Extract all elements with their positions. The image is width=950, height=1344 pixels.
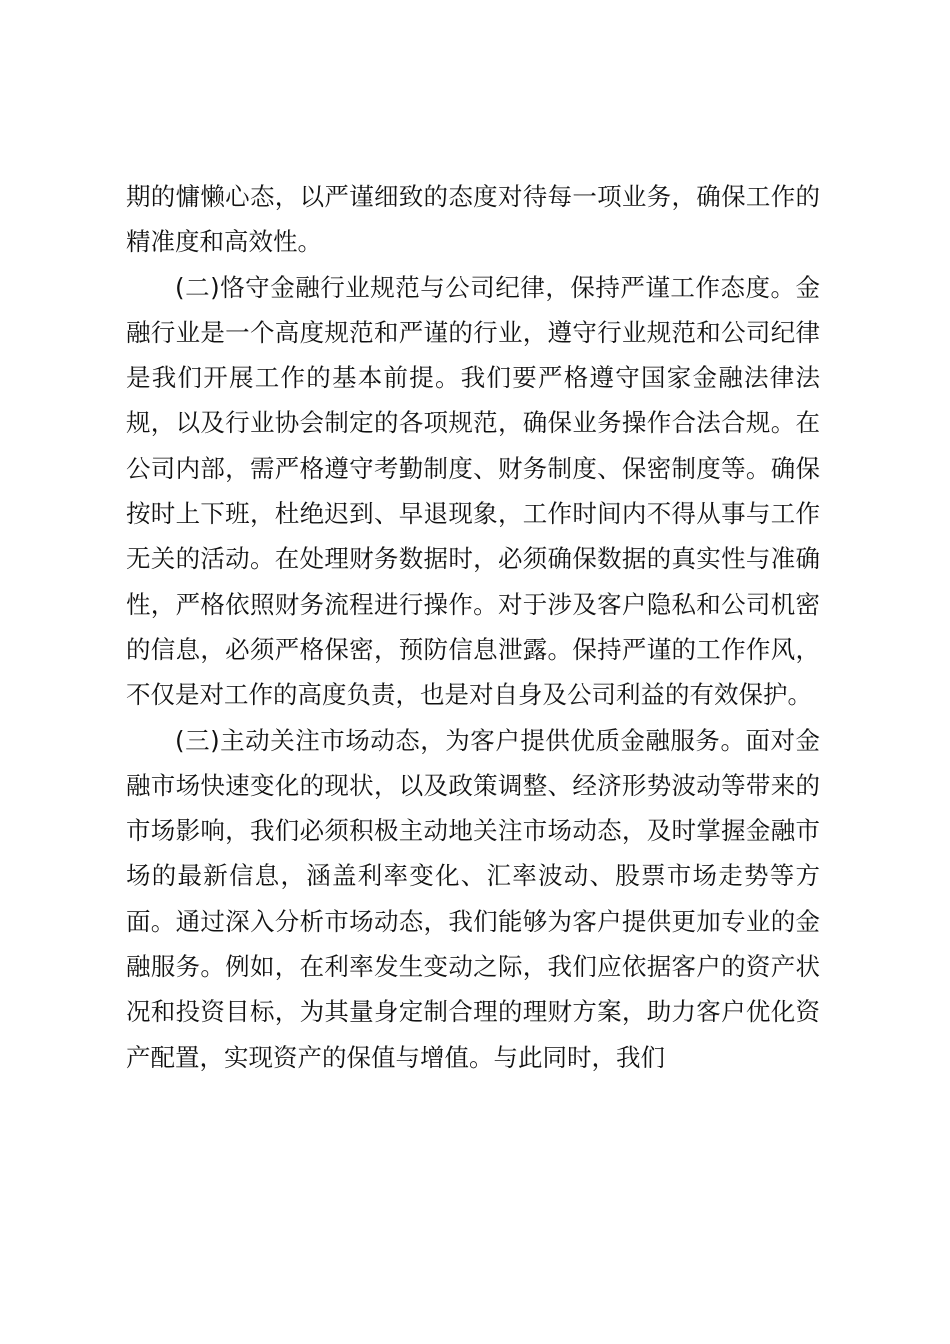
document-body <box>126 174 820 1080</box>
paragraph-section-2: (二)恪守金融行业规范与公司纪律，保持严谨工作态度。金融行业是一个高度规范和严谨的行业，遵守行业规范和公司纪律是我们开展工作的基本前提。我们要严格遵守国家金融法律法规，以及行业协会制定的各项规范，确保业务操作合法合规。在公司内部，需严格遵守考勤制度、财务制度、保密制度等。确保按时上下班，杜绝迟到、早退现象，工作时间内不得从事与工作无关的活动。在处理财务数据时，必须确保数据的真实性与准确性，严格依照财务流程进行操作。对于涉及客户隐私和公司机密的信息，必须严格保密，预防信息泄露。保持严谨的工作作风，不仅是对工作的高度负责，也是对自身及公司利益的有效保护。 <box>126 272 820 710</box>
paragraph-continuation: 期的慵懒心态，以严谨细致的态度对待每一项业务，确保工作的精准度和高效性。 <box>126 182 820 257</box>
paragraph-section-3: (三)主动关注市场动态，为客户提供优质金融服务。面对金融市场快速变化的现状，以及政策调整、经济形势波动等带来的市场影响，我们必须积极主动地关注市场动态，及时掌握金融市场的最新信息，涵盖利率变化、汇率波动、股票市场走势等方面。通过深入分析市场动态，我们能够为客户提供更加专业的金融服务。例如，在利率发生变动之际，我们应依据客户的资产状况和投资目标，为其量身定制合理的理财方案，助力客户优化资产配置，实现资产的保值与增值。与此同时，我们 <box>126 725 820 1072</box>
